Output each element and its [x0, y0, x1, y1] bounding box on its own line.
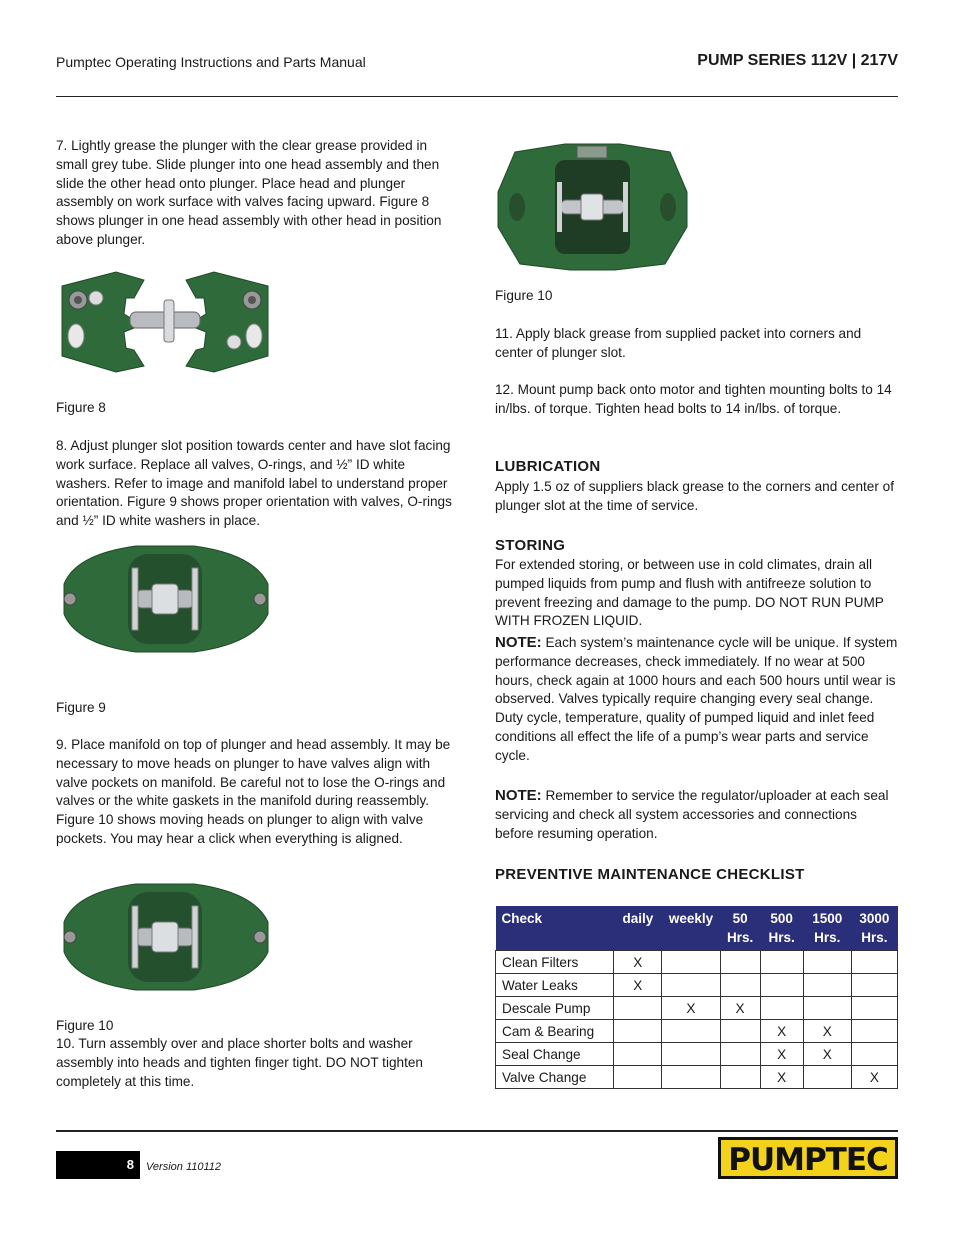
- footer-divider: [56, 1130, 898, 1132]
- column-header: 3000 Hrs.: [851, 906, 897, 951]
- figure-8-image: [56, 268, 274, 374]
- version-label: Version 110112: [146, 1161, 222, 1173]
- header-divider: [56, 96, 898, 97]
- storing-heading: STORING: [495, 537, 566, 554]
- lubrication-text: Apply 1.5 oz of suppliers black grease to the corners and center of plunger slot at the time of service.: [495, 479, 894, 513]
- table-cell: Cam & Bearing: [496, 1020, 614, 1043]
- column-header: Check: [496, 906, 614, 951]
- table-row: [496, 974, 898, 997]
- step-10-text: 10. Turn assembly over and place shorter bolts and washer assembly into heads and tighten finger tight. DO NOT tighten completely at this time.: [56, 1036, 423, 1089]
- table-cell: Seal Change: [496, 1043, 614, 1066]
- table-cell: Descale Pump: [496, 997, 614, 1020]
- table-cell: Clean Filters: [496, 951, 614, 974]
- step-9-text: 9. Place manifold on top of plunger and head assembly. It may be necessary to move heads on plunger to have valves align with valve pockets on manifold. Be careful not to lose the O-rings and valves or the white gaskets in the manifold during reassembly. Figure 10 shows moving heads on plunger to align with valve pockets. You may hear a click when everything is aligned.: [56, 737, 451, 846]
- header-series-title: PUMP SERIES 112V | 217V: [697, 52, 898, 69]
- column-header: 500 Hrs.: [760, 906, 803, 951]
- maintenance-checklist-table: [495, 906, 898, 1089]
- table-cell: [720, 1066, 760, 1089]
- table-row: [496, 997, 898, 1020]
- column-header: 50 Hrs.: [720, 906, 760, 951]
- table-cell: [851, 951, 897, 974]
- table-cell: [851, 974, 897, 997]
- table-header-row: [496, 906, 898, 951]
- figure-10-caption-right: Figure 10: [495, 288, 553, 303]
- table-cell: [851, 1043, 897, 1066]
- note-2-text: Remember to service the regulator/uploader at each seal servicing and check all system accessories and connections before resuming operation.: [495, 788, 889, 841]
- pumptec-logo: [718, 1137, 898, 1179]
- table-cell: X: [803, 1020, 851, 1043]
- table-cell: [614, 997, 662, 1020]
- table-cell: [662, 1020, 720, 1043]
- table-cell: [803, 974, 851, 997]
- note-1-text: Each system’s maintenance cycle will be unique. If system performance decreases, check immediately. If no wear at 500 hours, check again at 1000 hours and each 500 hours until wear is observed. Valves typically require changing every seal change. Duty cycle, temperature, quality of pumped liquid and inlet feed conditions all effect the life of a pump’s wear parts and service cycle.: [495, 635, 898, 763]
- step-8-text: 8. Adjust plunger slot position towards center and have slot facing work surface. Replace all valves, O-rings, and ½” ID white washers. Refer to image and manifold label to understand proper orientation. Figure 9 shows proper orientation with valves, O-rings and ½” ID white washers in place.: [56, 438, 452, 529]
- table-cell: [851, 1020, 897, 1043]
- column-header: weekly: [662, 906, 720, 951]
- header-manual-title: Pumptec Operating Instructions and Parts Manual: [56, 54, 366, 70]
- table-cell: Water Leaks: [496, 974, 614, 997]
- lubrication-heading: LUBRICATION: [495, 458, 601, 475]
- step-7-text: 7. Lightly grease the plunger with the clear grease provided in small grey tube. Slide plunger into one head assembly and then slide the other head onto plunger. Place head and plunger assembly on work surface with valves facing upward. Figure 8 shows plunger in one head assembly with other head in position above plunger.: [56, 138, 442, 247]
- column-header: daily: [614, 906, 662, 951]
- note-2: [495, 787, 898, 843]
- column-header: 1500 Hrs.: [803, 906, 851, 951]
- table-cell: [662, 974, 720, 997]
- table-row: [496, 1066, 898, 1089]
- table-cell: [720, 1043, 760, 1066]
- table-cell: X: [760, 1020, 803, 1043]
- table-cell: [720, 951, 760, 974]
- table-cell: Valve Change: [496, 1066, 614, 1089]
- table-row: [496, 1020, 898, 1043]
- svg-text:PUMPTEC: PUMPTEC: [728, 1142, 888, 1178]
- table-cell: X: [614, 951, 662, 974]
- table-cell: [614, 1066, 662, 1089]
- table-cell: [662, 1066, 720, 1089]
- storing-text: For extended storing, or between use in cold climates, drain all pumped liquids from pump and flush with antifreeze solution to prevent freezing and damage to the pump. DO NOT RUN PUMP WITH FROZEN LIQUID.: [495, 557, 884, 629]
- table-cell: [720, 1020, 760, 1043]
- figure-8-caption: Figure 8: [56, 400, 106, 415]
- table-cell: X: [662, 997, 720, 1020]
- figure-10-image-left: [56, 882, 274, 992]
- table-cell: X: [720, 997, 760, 1020]
- table-cell: [803, 1066, 851, 1089]
- note-1-label: NOTE:: [495, 634, 542, 651]
- table-cell: [614, 1020, 662, 1043]
- table-cell: X: [614, 974, 662, 997]
- step-11-text: 11. Apply black grease from supplied packet into corners and center of plunger slot.: [495, 326, 862, 360]
- table-cell: X: [851, 1066, 897, 1089]
- figure-10-image-right: [495, 142, 690, 272]
- table-cell: [803, 997, 851, 1020]
- table-cell: [614, 1043, 662, 1066]
- table-cell: [760, 951, 803, 974]
- table-cell: X: [760, 1066, 803, 1089]
- step-12-text: 12. Mount pump back onto motor and tighten mounting bolts to 14 in/lbs. of torque. Tighten head bolts to 14 in/lbs. of torque.: [495, 382, 892, 416]
- figure-10-caption-left: Figure 10: [56, 1018, 114, 1033]
- figure-9-caption: Figure 9: [56, 700, 106, 715]
- note-2-label: NOTE:: [495, 787, 542, 804]
- table-cell: [662, 951, 720, 974]
- table-cell: [803, 951, 851, 974]
- table-row: [496, 1043, 898, 1066]
- table-cell: [760, 974, 803, 997]
- table-cell: [720, 974, 760, 997]
- note-1: [495, 634, 898, 766]
- table-cell: [662, 1043, 720, 1066]
- table-cell: X: [760, 1043, 803, 1066]
- table-cell: [760, 997, 803, 1020]
- table-cell: [851, 997, 897, 1020]
- table-cell: X: [803, 1043, 851, 1066]
- page-number: 8: [56, 1151, 140, 1179]
- figure-9-image: [56, 544, 274, 654]
- checklist-heading: PREVENTIVE MAINTENANCE CHECKLIST: [495, 866, 805, 883]
- table-row: [496, 951, 898, 974]
